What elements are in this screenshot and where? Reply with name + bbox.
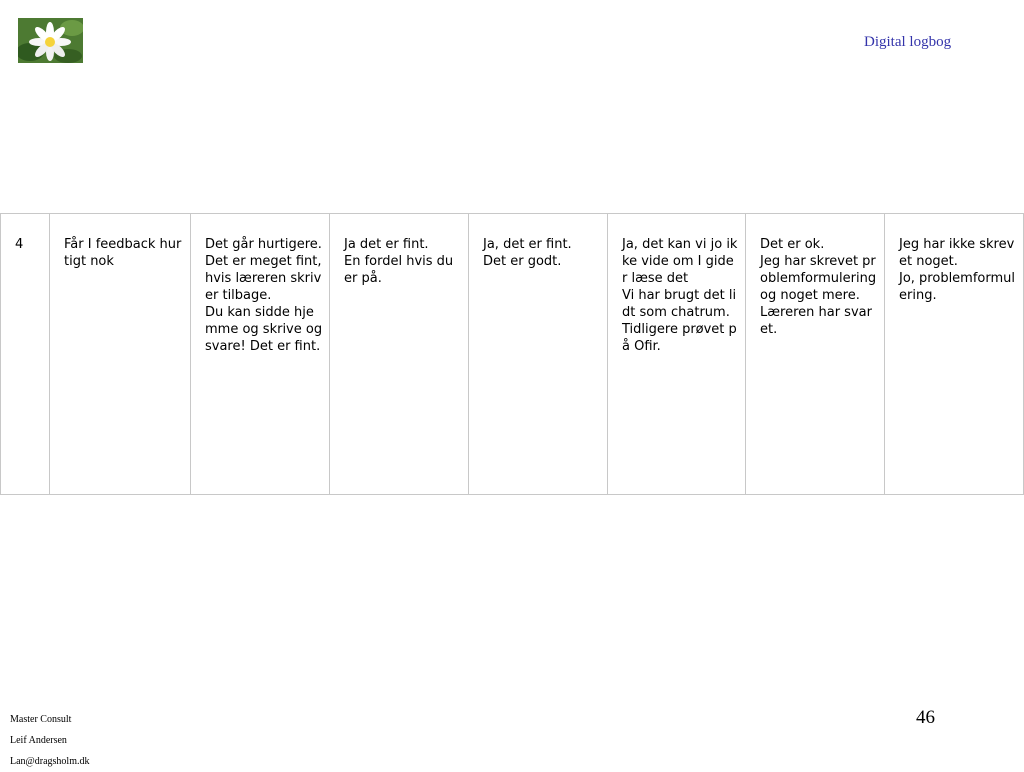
answer-cell: Ja, det er fint. Det er godt. [469, 214, 608, 495]
answer-cell: Det er ok. Jeg har skrevet problemformulering og noget mere. Læreren har svaret. [746, 214, 885, 495]
table-row [1, 214, 1024, 495]
answer-cell: Ja, det kan vi jo ikke vide om I gider læse det Vi har brugt det lidt som chatrum. Tidligere prøvet på Ofir. [608, 214, 746, 495]
footer-name: Leif Andersen [10, 735, 67, 746]
question-cell: Får I feedback hurtigt nok [50, 214, 191, 495]
row-number-cell: 4 [1, 214, 50, 495]
answer-cell: Det går hurtigere. Det er meget fint, hvis læreren skriver tilbage. Du kan sidde hjemme og skrive og svare! Det er fint. [191, 214, 330, 495]
footer-email: Lan@dragsholm.dk [10, 756, 90, 767]
footer-company: Master Consult [10, 714, 72, 725]
water-lily-logo-icon [18, 18, 83, 63]
water-lily-image [18, 18, 83, 63]
footer [10, 709, 89, 772]
answer-cell: Jeg har ikke skrevet noget. Jo, problemformulering. [885, 214, 1024, 495]
page-number: 46 [916, 707, 935, 728]
answer-cell: Ja det er fint. En fordel hvis du er på. [330, 214, 469, 495]
logbook-table [0, 213, 1024, 495]
header-title: Digital logbog [864, 34, 952, 50]
